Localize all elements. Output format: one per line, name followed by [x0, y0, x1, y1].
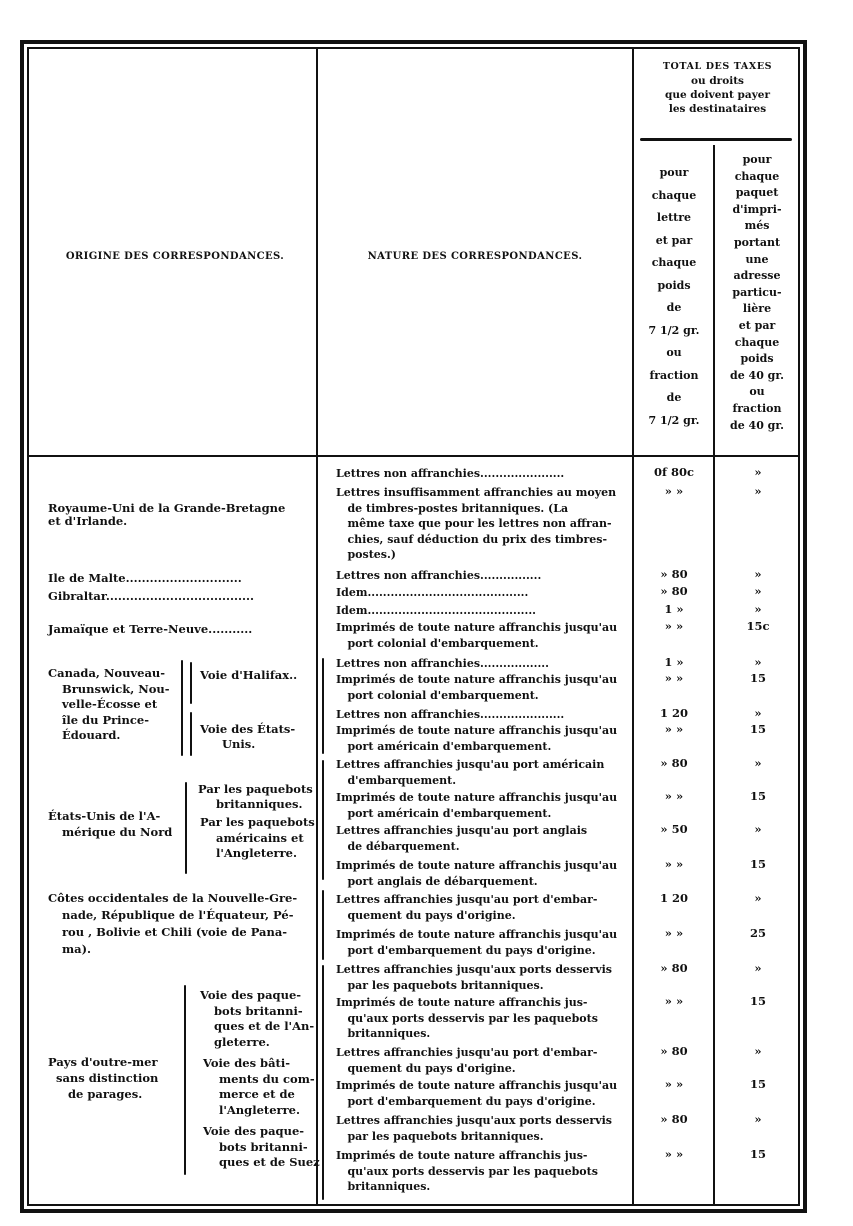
nature-line: port colonial d'embarquement.: [336, 688, 539, 702]
nature-line: chies, sauf déduction du prix des timbres-: [336, 532, 608, 546]
origin-line: de parages.: [68, 1087, 143, 1101]
rate-lettre: » »: [664, 789, 684, 803]
origin-line: l'Angleterre.: [216, 846, 297, 860]
header-imprime-line: més: [744, 219, 770, 233]
nature-line: Lettres affranchies jusqu'au port d'embar-: [336, 893, 598, 906]
origin-usa-via2: [200, 815, 315, 862]
header-lettre-line: fraction: [649, 368, 699, 382]
nature-cell: [336, 1078, 617, 1109]
nature-line: port colonial d'embarquement.: [336, 636, 539, 650]
rate-lettre: » 50: [660, 822, 688, 836]
header-nature: NATURE DES CORRESPONDANCES.: [367, 251, 583, 262]
origin-line: ques et de Suez: [219, 1155, 320, 1169]
header-imprime-line: chaque: [734, 335, 780, 349]
header-imprime: [716, 152, 798, 434]
nature-line: Imprimés de toute nature affranchis jusqu'au: [336, 724, 618, 737]
nature-line: par les paquebots britanniques.: [336, 978, 544, 992]
brace-nature-cotes: [322, 890, 324, 960]
nature-line: par les paquebots britanniques.: [336, 1129, 544, 1143]
origin-line: Voie des paque-: [203, 1124, 305, 1138]
rate-lettre: » 80: [660, 584, 688, 598]
origin-line: bots britanni-: [219, 1139, 308, 1154]
nature-cell: [336, 962, 612, 993]
origin-line: velle-Écosse et: [62, 697, 158, 711]
origin-line: sans distinction: [56, 1071, 159, 1085]
header-imprime-line: portant: [733, 235, 781, 249]
header-imprime-line: et par: [738, 318, 776, 332]
rate-imprime: »: [754, 484, 762, 498]
origin-canada: [48, 666, 170, 744]
rate-imprime: »: [754, 1044, 762, 1058]
origin-line: ma).: [62, 942, 92, 956]
rate-lettre: 1 »: [664, 655, 684, 669]
rate-lettre: 1 »: [664, 602, 684, 616]
header-lettre-line: chaque: [651, 188, 697, 202]
nature-line: de débarquement.: [336, 839, 460, 853]
origin-line: américains et: [216, 830, 304, 845]
header-total-line: les destinataires: [668, 103, 767, 115]
nature-line: Lettres non affranchies..................: [336, 657, 549, 670]
nature-line: Idem..........................................: [336, 586, 529, 599]
nature-cell: [336, 585, 528, 601]
nature-cell: [336, 927, 617, 958]
nature-line: Imprimés de toute nature affranchis jusqu'au: [336, 859, 618, 872]
rate-imprime: »: [754, 706, 762, 720]
rate-imprime: »: [754, 961, 762, 975]
nature-line: Lettres insuffisamment affranchies au moyen: [336, 486, 617, 499]
header-imprime-line: une: [745, 252, 769, 266]
rate-imprime: 15: [749, 789, 766, 803]
nature-line: Imprimés de toute nature affranchis jusqu'au: [336, 621, 618, 634]
header-lettre-line: 7 1/2 gr.: [648, 323, 700, 337]
origin-line: Royaume-Uni de la Grande-Bretagne: [48, 501, 286, 515]
nature-line: qu'aux ports desservis par les paquebots: [336, 1164, 598, 1178]
origin-line: ques et de l'An-: [214, 1019, 315, 1033]
origin-line: gleterre.: [214, 1034, 270, 1049]
origin-malte: Ile de Malte.............................: [48, 571, 242, 585]
nature-cell: [336, 603, 536, 619]
origin-gibraltar: Gibraltar.....................................: [48, 589, 255, 603]
nature-line: qu'aux ports desservis par les paquebots: [336, 1011, 598, 1025]
origin-line: l'Angleterre.: [219, 1102, 300, 1117]
rate-imprime: 15c: [746, 619, 770, 633]
header-imprime-line: chaque: [734, 169, 780, 183]
origin-line: Par les paquebots: [200, 815, 315, 829]
nature-line: de timbres-postes britanniques. (La: [336, 501, 569, 515]
rate-imprime: »: [754, 465, 762, 479]
nature-line: Imprimés de toute nature affranchis jusqu'au: [336, 791, 618, 804]
nature-line: même taxe que pour les lettres non affran-: [336, 517, 612, 530]
rate-imprime: 15: [749, 671, 766, 685]
header-lettre-line: de: [666, 301, 682, 314]
header-imprime-line: de 40 gr.: [730, 368, 784, 382]
nature-line: port américain d'embarquement.: [336, 739, 552, 753]
nature-line: port anglais de débarquement.: [336, 874, 538, 888]
rate-imprime: »: [754, 584, 762, 598]
header-imprime-line: poids: [740, 352, 774, 366]
brace-canada-etats: [190, 712, 192, 756]
rate-lettre: » »: [664, 484, 684, 498]
rate-lettre: » »: [664, 722, 684, 736]
rate-lettre: » 80: [660, 1112, 688, 1126]
origin-line: merce et de: [219, 1087, 295, 1101]
origin-canada-etats: [200, 722, 295, 752]
rate-lettre: » »: [664, 671, 684, 685]
nature-line: d'embarquement.: [336, 773, 457, 787]
nature-cell: [336, 790, 617, 821]
rate-lettre: » »: [664, 1147, 684, 1161]
rate-imprime: »: [754, 655, 762, 669]
nature-line: Imprimés de toute nature affranchis jus-: [336, 1149, 588, 1162]
nature-line: Lettres affranchies jusqu'au port américain: [336, 758, 605, 771]
header-lettre-line: 7 1/2 gr.: [648, 413, 700, 427]
nature-cell: [336, 672, 617, 703]
rate-lettre: 1 20: [659, 706, 688, 720]
nature-line: Imprimés de toute nature affranchis jusqu'au: [336, 673, 618, 686]
header-imprime-line: de 40 gr.: [730, 418, 784, 432]
header-lettre-line: chaque: [651, 256, 697, 269]
origin-line: britanniques.: [216, 797, 303, 811]
origin-outremer-via2: [203, 1056, 315, 1118]
header-bottom-rule: [29, 455, 798, 457]
nature-line: port d'embarquement du pays d'origine.: [336, 1094, 596, 1108]
nature-cell: [336, 620, 617, 651]
origin-canada-halifax: Voie d'Halifax..: [200, 668, 298, 682]
origin-line: nade, République de l'Équateur, Pé-: [62, 908, 294, 922]
nature-cell: [336, 995, 598, 1042]
nature-line: quement du pays d'origine.: [336, 908, 516, 922]
nature-line: Lettres affranchies jusqu'au port anglais: [336, 824, 588, 837]
header-total-line: TOTAL DES TAXES: [662, 61, 773, 72]
rate-lettre: » »: [664, 857, 684, 871]
nature-line: port d'embarquement du pays d'origine.: [336, 943, 596, 957]
nature-line: Lettres non affranchies......................: [336, 467, 565, 480]
rate-lettre: 1 20: [659, 891, 688, 905]
origin-line: rou , Bolivie et Chili (voie de Pana-: [62, 925, 288, 939]
nature-cell: [336, 1148, 598, 1195]
nature-line: Lettres non affranchies......................: [336, 708, 565, 721]
rate-lettre: » »: [664, 1077, 684, 1091]
nature-line: britanniques.: [336, 1180, 431, 1193]
rate-imprime: 15: [749, 994, 766, 1008]
nature-cell: [336, 892, 597, 923]
rate-imprime: 25: [749, 926, 766, 940]
header-imprime-line: particu-: [732, 285, 782, 299]
nature-cell: [336, 568, 541, 584]
nature-cell: [336, 858, 617, 889]
origin-usa: [48, 808, 172, 840]
nature-cell: [336, 656, 549, 672]
header-imprime-line: ou: [749, 385, 765, 399]
brace-canada: [181, 660, 183, 756]
rate-imprime: »: [754, 602, 762, 616]
origin-line: Unis.: [222, 737, 256, 751]
column-divider-1: [316, 49, 318, 1204]
nature-line: Imprimés de toute nature affranchis jusqu'au: [336, 928, 618, 941]
header-origine: ORIGINE DES CORRESPONDANCES.: [65, 251, 285, 262]
header-lettre-line: poids: [657, 278, 691, 292]
nature-line: port américain d'embarquement.: [336, 806, 552, 820]
origin-line: mérique du Nord: [62, 825, 173, 839]
origin-cotes: [48, 890, 297, 958]
nature-line: Lettres affranchies jusqu'au port d'embar-: [336, 1046, 598, 1059]
rate-imprime: 15: [749, 1077, 766, 1091]
origin-line: États-Unis de l'A-: [48, 809, 161, 823]
brace-nature-outremer: [322, 965, 324, 1200]
origin-line: Voie des bâti-: [203, 1056, 291, 1070]
header-imprime-line: adresse: [733, 269, 781, 283]
rate-imprime: »: [754, 756, 762, 770]
origin-line: Par les paquebots: [198, 782, 313, 796]
nature-line: britanniques.: [336, 1027, 431, 1040]
nature-cell: [336, 723, 617, 754]
header-lettre-line: pour: [659, 166, 689, 179]
nature-line: Imprimés de toute nature affranchis jus-: [336, 996, 588, 1009]
rate-lettre: » 80: [660, 756, 688, 770]
nature-cell: [336, 757, 604, 788]
rate-imprime: »: [754, 567, 762, 581]
nature-cell: [336, 823, 587, 854]
rate-imprime: 15: [749, 722, 766, 736]
brace-nature-usa: [322, 760, 324, 880]
header-lettre-line: lettre: [656, 211, 692, 224]
header-total-line: que doivent payer: [664, 89, 771, 101]
rate-lettre: » 80: [660, 1044, 688, 1058]
rate-imprime: »: [754, 1112, 762, 1126]
brace-outremer: [184, 985, 186, 1175]
header-lettre-line: et par: [655, 233, 693, 247]
origin-royaume-uni: [48, 502, 285, 528]
nature-line: Imprimés de toute nature affranchis jusqu'au: [336, 1079, 618, 1092]
rate-lettre: » »: [664, 619, 684, 633]
origin-line: Voie des États-: [200, 722, 296, 736]
origin-usa-via1: [198, 782, 313, 812]
origin-outremer: [48, 1054, 158, 1102]
rate-lettre: » »: [664, 926, 684, 940]
rate-imprime: 15: [749, 1147, 766, 1161]
nature-cell: [336, 707, 564, 723]
origin-outremer-via1: [200, 988, 314, 1050]
origin-outremer-via3: [203, 1124, 320, 1171]
origin-line: Voie des paque-: [200, 988, 302, 1002]
nature-line: postes.): [336, 548, 397, 561]
header-lettre: [636, 162, 712, 432]
nature-cell: [336, 1113, 612, 1144]
nature-line: Lettres non affranchies................: [336, 569, 542, 582]
header-imprime-line: d'impri-: [732, 202, 782, 216]
origin-line: Brunswick, Nou-: [62, 681, 170, 696]
rate-lettre: » 80: [660, 567, 688, 581]
origin-line: et d'Irlande.: [48, 514, 128, 528]
origin-line: Côtes occidentales de la Nouvelle-Gre-: [48, 891, 298, 905]
nature-line: Lettres affranchies jusqu'aux ports desservis: [336, 1114, 612, 1127]
header-imprime-line: paquet: [735, 186, 779, 200]
brace-canada-halifax: [190, 662, 192, 704]
column-divider-2: [632, 49, 634, 1204]
header-total: [640, 60, 795, 116]
rate-lettre: » 80: [660, 961, 688, 975]
brace-nature-canada: [322, 658, 324, 754]
header-imprime-line: pour: [742, 153, 772, 166]
rate-imprime: 15: [749, 857, 766, 871]
rate-lettre: 0f 80c: [654, 465, 694, 479]
origin-line: bots britanni-: [214, 1003, 303, 1018]
origin-line: ments du com-: [219, 1071, 315, 1086]
header-lettre-line: ou: [666, 346, 682, 359]
column-divider-3: [713, 145, 715, 1204]
header-total-line: ou droits: [691, 75, 744, 87]
nature-line: Lettres affranchies jusqu'aux ports desservis: [336, 963, 612, 976]
rate-imprime: »: [754, 822, 762, 836]
header-imprime-line: lière: [742, 302, 772, 316]
nature-line: quement du pays d'origine.: [336, 1061, 516, 1075]
brace-usa: [185, 782, 187, 874]
rate-imprime: »: [754, 891, 762, 905]
total-header-rule: [640, 138, 792, 141]
nature-cell: [336, 485, 616, 563]
header-imprime-line: fraction: [732, 401, 782, 415]
origin-line: Édouard.: [62, 728, 121, 742]
nature-cell: [336, 466, 564, 482]
origin-line: île du Prince-: [62, 712, 149, 727]
origin-line: Canada, Nouveau-: [48, 666, 166, 680]
nature-line: Idem............................................: [336, 604, 536, 617]
origin-line: Pays d'outre-mer: [48, 1055, 158, 1069]
origin-jamaique: Jamaïque et Terre-Neuve...........: [48, 622, 253, 636]
rate-lettre: » »: [664, 994, 684, 1008]
nature-cell: [336, 1045, 597, 1076]
header-lettre-line: de: [666, 391, 682, 404]
